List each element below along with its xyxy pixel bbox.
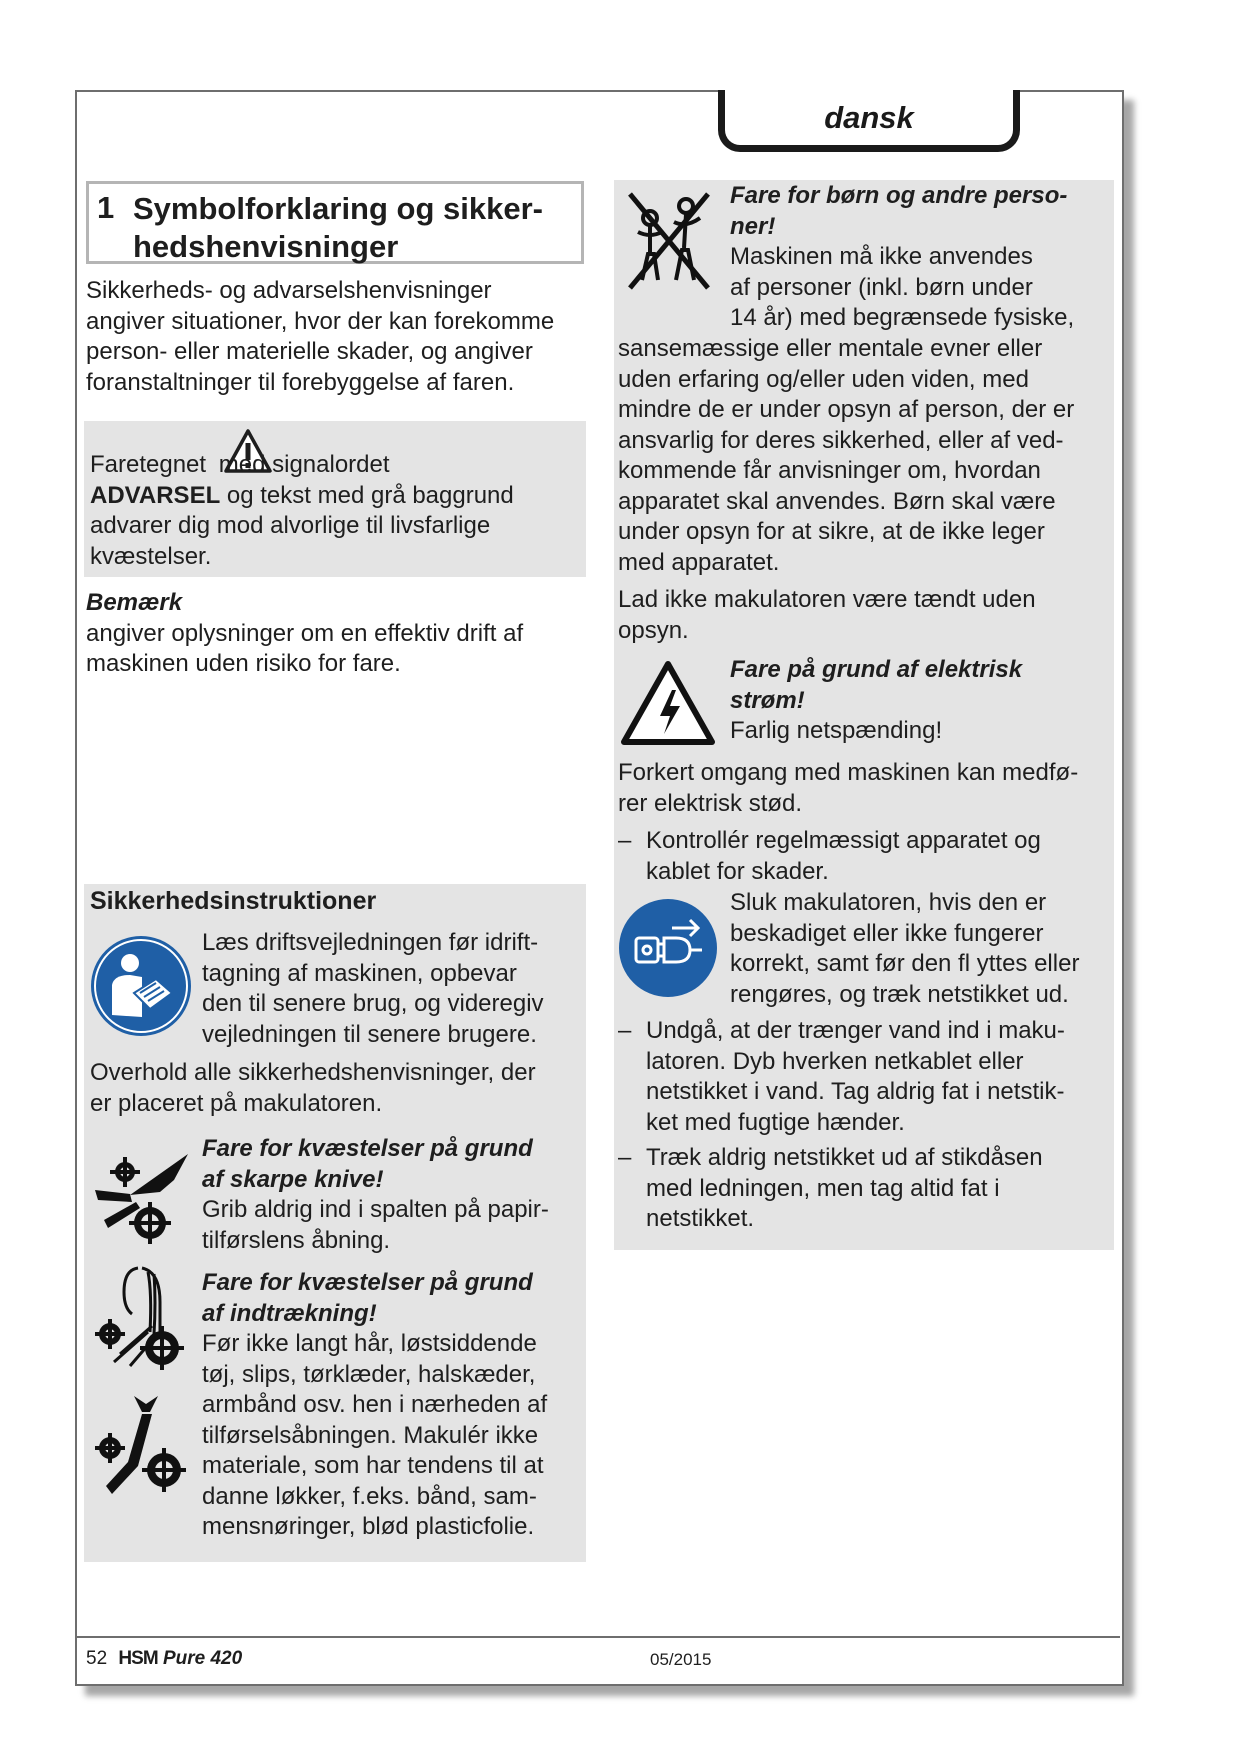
manual-instruction: Læs driftsvejledningen før idrift- tagning af maskinen, opbevar den til senere brug, og videregiv vejledningen til senere brugere. (202, 929, 544, 1048)
children-warning-body: sansemæssige eller mentale evner eller uden erfaring og/eller uden viden, med mindre de er under opsyn af person, der er ansvarlig for deres sikkerhed, eller af ved- kommende får anvisninger om, hvordan apparatet skal anvendes. Børn skal være under opsyn for at sikre, at de ikke leger med apparatet. (618, 335, 1075, 576)
page-number: 52 (86, 1648, 108, 1669)
electric-warning-body: Forkert omgang med maskinen kan medfø- rer elektrisk stød. (618, 759, 1079, 817)
hair-entanglement-icon (90, 1262, 190, 1372)
brand-logo: HSM (118, 1648, 158, 1669)
no-children-icon (624, 188, 714, 292)
section-heading (86, 181, 584, 264)
signal-word: ADVARSEL (90, 481, 221, 509)
safety-title: Sikkerhedsinstruktioner (90, 887, 377, 915)
intro-paragraph: Sikkerheds- og advarselshenvisninger angiver situationer, hvor der kan forekomme person- eller materielle skader, og angiver foranstaltninger til forebyggelse af faren. (86, 277, 555, 396)
language-label: dansk (824, 99, 914, 135)
footer-date: 05/2015 (650, 1650, 712, 1669)
electric-warning-head: Fare på grund af elektrisk strøm! Farlig netspænding! (730, 656, 1023, 744)
language-tab (718, 90, 1020, 152)
unattended-note: Lad ikke makulatoren være tændt uden opsyn. (618, 586, 1036, 644)
observe-instructions: Overhold alle sikkerhedshenvisninger, der er placeret på makulatoren. (90, 1059, 536, 1117)
bullet-water: – Undgå, at der trænger vand ind i maku- latoren. Dyb hverken netkablet eller netstikket i vand. Tag aldrig fat i netstik- ket med fugtige hænder. (618, 1017, 1065, 1136)
note-paragraph: Bemærk angiver oplysninger om en effektiv drift af maskinen uden risiko for fare. (86, 589, 524, 677)
model-name: Pure 420 (162, 1648, 243, 1669)
pull-in-warning: Fare for kvæstelser på grund af indtrækning! Før ikke langt hår, løstsiddende tøj, slips, tørklæder, halskæder, armbånd osv. hen i nærheden af tilførselsåbningen. Makulér ikke materiale, som har tendens til at danne løkker, f.eks. bånd, sam- mensnøringer, blød plasticfolie. (202, 1269, 548, 1540)
bullet-check-cable: – Kontrollér regelmæssigt apparatet og kablet for skader. (618, 827, 1041, 885)
footer-rule (75, 1636, 1120, 1638)
note-title: Bemærk (86, 589, 183, 616)
footer-left (86, 1648, 242, 1670)
electric-hazard-icon (620, 660, 716, 746)
sharp-knives-icon (90, 1150, 190, 1250)
children-warning-head: Fare for børn og andre perso- ner! Maskinen må ikke anvendes af personer (inkl. børn under 14 år) med begrænsede fysiske, (730, 182, 1075, 331)
section-number: 1 (97, 190, 115, 225)
knives-warning: Fare for kvæstelser på grund af skarpe knive! Grib aldrig ind i spalten på papir- tilførslens åbning. (202, 1135, 549, 1254)
bullet-plug: – Træk aldrig netstikket ud af stikdåsen med ledningen, men tag altid fat i netstikket. (618, 1144, 1043, 1232)
section-title: Symbolforklaring og sikker- hedshenvisninger (133, 191, 543, 264)
unplug-instruction: Sluk makulatoren, hvis den er beskadiget eller ikke fungerer korrekt, samt før den fl yttes eller rengøres, og træk netstikket ud. (730, 889, 1080, 1008)
read-manual-icon (90, 935, 192, 1037)
unplug-mains-icon (618, 898, 718, 998)
warning-box-text: Faretegnet med signalordet ADVARSEL og tekst med grå baggrund advarer dig mod alvorlige til livsfarlige kvæstelser. (90, 451, 514, 570)
tie-entanglement-icon (90, 1390, 190, 1502)
